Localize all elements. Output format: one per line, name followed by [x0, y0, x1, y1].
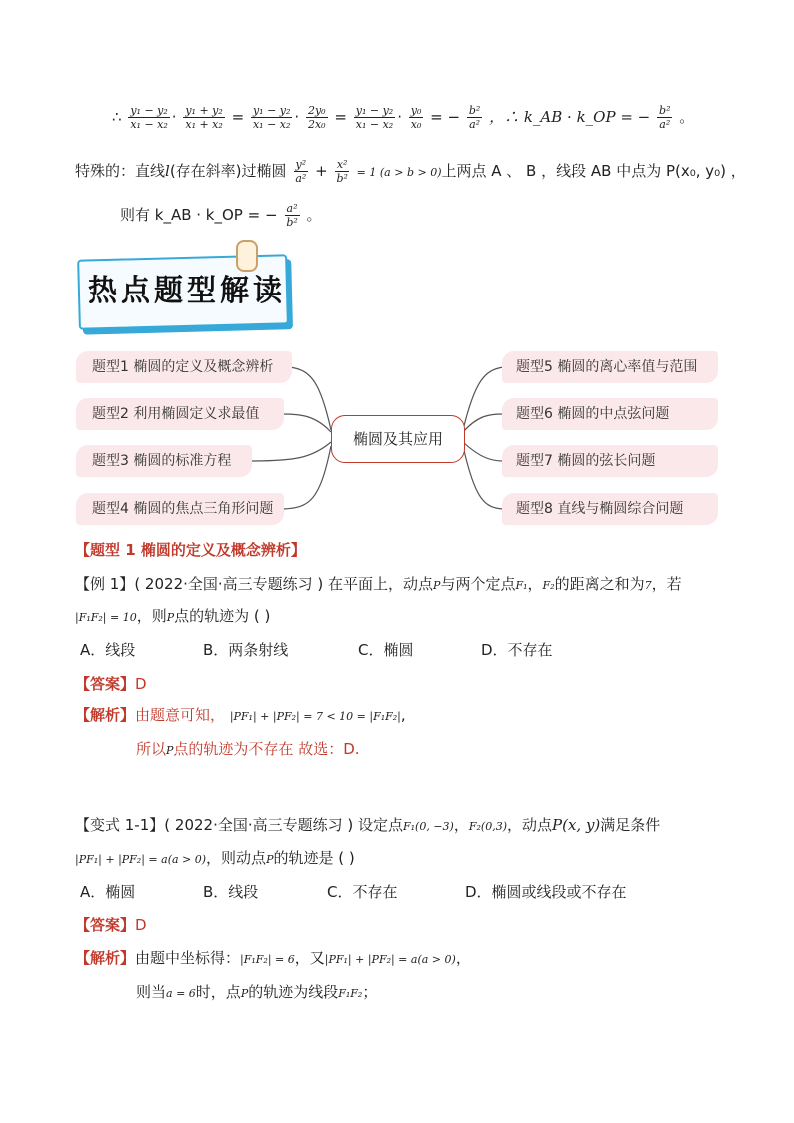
fraction: $\frac{\text{y²}}{\text{a²}}$ [295, 158, 307, 185]
variant-1-1-analysis-2: 则当a = 6时，点P的轨迹为线段F₁F₂； [136, 983, 378, 1001]
fraction: $\frac{\text{x²}}{\text{b²}}$ [336, 158, 348, 185]
variant-1-1-line-1: 【变式 1-1】( 2022·全国·高三专题练习 ) 设定点F₁(0, −3)，F₂(0,3)，动点P(x, y)满足条件 [75, 816, 661, 834]
mindmap-topic-8: 题型8 直线与椭圆综合问题 [502, 493, 718, 525]
fraction: $\frac{\text{y₁ + y₂}}{\text{x₁ + x₂}}$ [185, 104, 223, 131]
example-1-option-d: D．不存在 [481, 641, 553, 659]
example-1-analysis-1: 【解析】由题意可知， |PF₁| + |PF₂| = 7 < 10 = |F₁F₂|, [75, 706, 406, 724]
example-1-option-b: B．两条射线 [203, 641, 289, 659]
mindmap-center: 椭圆及其应用 [331, 415, 465, 463]
variant-1-1-option-c: C．不存在 [327, 883, 398, 901]
example-1-line-2: |F₁F₂| = 10，则P点的轨迹为 ( ) [75, 607, 271, 625]
fraction: $\frac{\text{b²}}{\text{a²}}$ [659, 104, 671, 131]
example-1-answer: 【答案】D [75, 675, 147, 693]
fraction: $\frac{\text{y₀}}{\text{x₀}}$ [410, 104, 422, 131]
mindmap-topic-2: 题型2 利用椭圆定义求最值 [76, 398, 284, 430]
section-title: 【题型 1 椭圆的定义及概念辨析】 [75, 541, 306, 559]
special-case-conclusion: 则有 k_AB · k_OP = − $\frac{\text{a²}}{\text{b²}}$ 。 [120, 202, 322, 229]
mindmap-topic-6: 题型6 椭圆的中点弦问题 [502, 398, 718, 430]
fraction: $\frac{\text{y₁ − y₂}}{\text{x₁ − x₂}}$ [355, 104, 394, 131]
banner-title: 热点题型解读 [88, 273, 287, 307]
formula-line-top: ∴ $\frac{\text{y₁ − y₂}}{\text{x₁ − x₂}}$ · $\frac{\text{y₁ + y₂}}{\text{x₁ + x₂}}$ = $\frac{\text{y₁ − y₂}}{\text{x₁ − x₂}}$ · $\frac{\text{2y₀}}{\text{2x₀}}$ = $\frac{\text{y₁ − y₂}}{\text{x₁ − x₂}}$ · $\frac{\text{y₀}}{\text{x₀}}$ = − $\frac{\text{b²}}{\text{a²}}$ ，∴ k_AB · k_OP = − $\frac{\text{b²}}{\text{a²}}$ 。 [112, 104, 695, 131]
mindmap-topic-4: 题型4 椭圆的焦点三角形问题 [76, 493, 284, 525]
mindmap-topic-1: 题型1 椭圆的定义及概念辨析 [76, 351, 292, 383]
example-1-analysis-2: 所以P点的轨迹为不存在 故选：D. [136, 740, 360, 758]
mindmap-topic-5: 题型5 椭圆的离心率值与范围 [502, 351, 718, 383]
mindmap-topic-7: 题型7 椭圆的弦长问题 [502, 445, 718, 477]
fraction: $\frac{\text{a²}}{\text{b²}}$ [286, 202, 298, 229]
therefore-symbol: ∴ [112, 108, 122, 126]
variant-1-1-analysis-1: 【解析】由题中坐标得：|F₁F₂| = 6，又|PF₁| + |PF₂| = a(a > 0)， [75, 949, 471, 967]
special-case-line: 特殊的：直线l(存在斜率)过椭圆 $\frac{\text{y²}}{\text{a²}}$ + $\frac{\text{x²}}{\text{b²}}$ = 1 (a > b > 0)上两点 A 、 B ，线段 AB 中点为 P(x₀, y₀) ， [75, 158, 746, 185]
variant-1-1-option-b: B．线段 [203, 883, 259, 901]
example-1-line-1: 【例 1】( 2022·全国·高三专题练习 ) 在平面上，动点P与两个定点F₁，F₂的距离之和为7，若 [75, 575, 682, 593]
fraction: $\frac{\text{y₁ − y₂}}{\text{x₁ − x₂}}$ [252, 104, 291, 131]
fraction: $\frac{\text{2y₀}}{\text{2x₀}}$ [307, 104, 326, 131]
example-1-option-c: C．椭圆 [358, 641, 414, 659]
fraction: $\frac{\text{y₁ − y₂}}{\text{x₁ − x₂}}$ [130, 104, 168, 131]
mindmap-topic-3: 题型3 椭圆的标准方程 [76, 445, 252, 477]
example-1-option-a: A．线段 [80, 641, 136, 659]
variant-1-1-option-a: A．椭圆 [80, 883, 136, 901]
variant-1-1-line-2: |PF₁| + |PF₂| = a(a > 0)，则动点P的轨迹是 ( ) [75, 849, 355, 867]
variant-1-1-option-d: D．椭圆或线段或不存在 [465, 883, 627, 901]
fraction: $\frac{\text{b²}}{\text{a²}}$ [468, 104, 481, 131]
variant-1-1-answer: 【答案】D [75, 916, 147, 934]
